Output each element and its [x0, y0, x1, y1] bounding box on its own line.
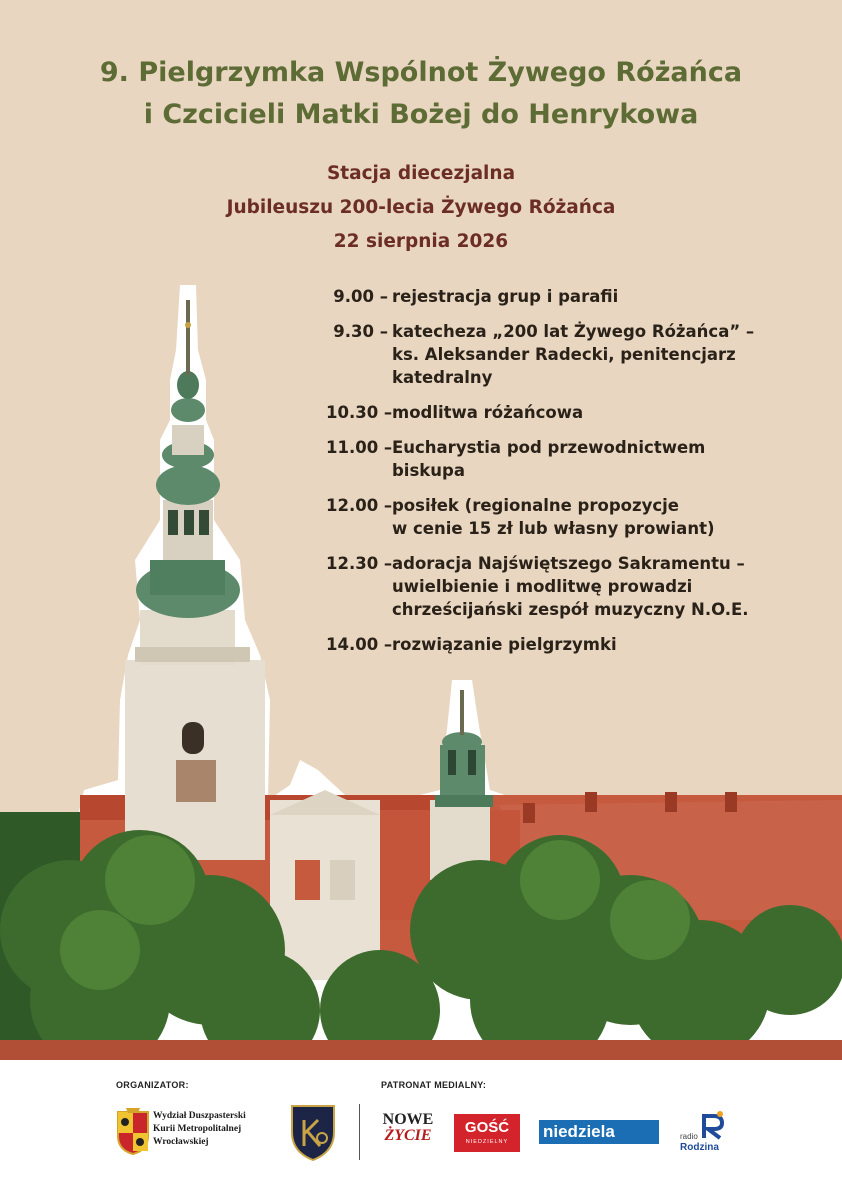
nowe-zycie-logo: NOWE ŻYCIE: [382, 1111, 434, 1144]
schedule-item: [326, 436, 796, 482]
radio-rodzina-logo: radio Rodzina: [678, 1110, 733, 1155]
schedule-time: 11.00 –: [326, 438, 393, 457]
schedule-text: uwielbienie i modlitwę prowadzi: [392, 577, 693, 596]
schedule-text: biskupa: [392, 461, 465, 480]
schedule-time: 9.30 –: [333, 322, 388, 341]
organizer-name: Wydział Duszpasterski Kurii Metropolitalnej Wrocławskiej: [153, 1111, 246, 1147]
schedule-text: rejestracja grup i parafii: [392, 287, 619, 306]
schedule-text: chrześcijański zespół muzyczny N.O.E.: [392, 600, 749, 619]
schedule-time: 9.00 –: [333, 287, 388, 306]
media-patronage-label: PATRONAT MEDIALNY:: [381, 1080, 487, 1090]
program-schedule: [326, 285, 796, 668]
title-line-1: 9. Pielgrzymka Wspólnot Żywego Różańca: [99, 57, 743, 88]
footer: [0, 1060, 842, 1191]
schedule-text: modlitwa różańcowa: [392, 403, 584, 422]
schedule-item: [326, 494, 796, 540]
schedule-time: 12.00 –: [326, 496, 393, 515]
schedule-item: [326, 285, 796, 308]
poster-title: [0, 52, 842, 136]
subtitle-date: 22 sierpnia 2026: [333, 231, 509, 252]
schedule-text: katedralny: [392, 368, 493, 387]
schedule-text: adoracja Najświętszego Sakramentu –: [392, 554, 745, 573]
niedziela-logo: niedziela: [539, 1120, 659, 1144]
radio-r-icon: [698, 1110, 726, 1140]
subtitle-line-1: Stacja diecezjalna: [326, 163, 516, 184]
schedule-text: Eucharystia pod przewodnictwem: [392, 438, 706, 457]
schedule-time: 12.30 –: [326, 554, 393, 573]
schedule-time: 14.00 –: [326, 635, 393, 654]
organizer-label: ORGANIZATOR:: [116, 1080, 189, 1090]
schedule-item: [326, 633, 796, 656]
schedule-item: [326, 552, 796, 621]
footer-divider: [359, 1104, 360, 1160]
schedule-text: rozwiązanie pielgrzymki: [392, 635, 617, 654]
schedule-item: [326, 401, 796, 424]
schedule-text: posiłek (regionalne propozycje: [392, 496, 679, 515]
schedule-text: ks. Aleksander Radecki, penitencjarz: [392, 345, 736, 364]
schedule-item: [326, 320, 796, 389]
schedule-time: 10.30 –: [326, 403, 393, 422]
title-line-2: i Czcicieli Matki Bożej do Henrykowa: [143, 99, 699, 130]
subtitle-line-2: Jubileuszu 200-lecia Żywego Różańca: [226, 197, 616, 218]
schedule-text: w cenie 15 zł lub własny prowiant): [392, 519, 715, 538]
coat-of-arms-icon: [116, 1108, 150, 1156]
schedule-text: katecheza „200 lat Żywego Różańca” –: [392, 322, 755, 341]
poster-subtitle: [0, 157, 842, 259]
kto-shield-icon: [288, 1102, 338, 1162]
gosc-niedzielny-logo: GOŚĆ NIEDZIELNY: [454, 1114, 520, 1152]
